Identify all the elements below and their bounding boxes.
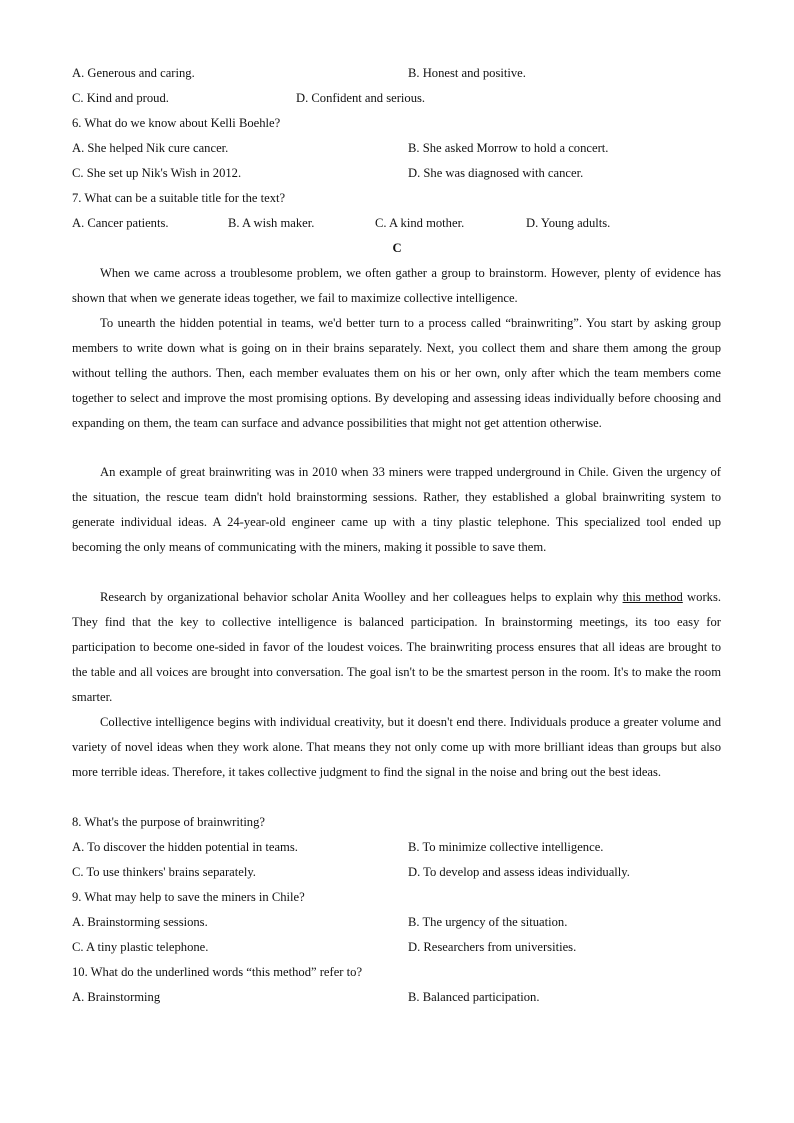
passage-paragraph-4-rest: works. They find that the key to collective intelligence is balanced participation. In brainstorming meetings, its too easy for participation to become one-sided in favor of the loudest voices. The brainwriting process ensures that all ideas are brought to the table and all voices are brought into conversation. The goal isn't to be the smartest person in the room. It's to make the room smarter. <box>72 590 721 704</box>
q9-option-d: D. Researchers from universities. <box>408 940 577 954</box>
q9-option-b: B. The urgency of the situation. <box>408 915 568 929</box>
q7-option-d: D. Young adults. <box>526 216 611 230</box>
q6-stem: 6. What do we know about Kelli Boehle? <box>72 116 281 130</box>
q6-option-d: D. She was diagnosed with cancer. <box>408 166 584 180</box>
q5-option-c: C. Kind and proud. <box>72 91 169 105</box>
underlined-this-method: this method <box>622 590 683 604</box>
q6-option-b: B. She asked Morrow to hold a concert. <box>408 141 609 155</box>
q6-option-c: C. She set up Nik's Wish in 2012. <box>72 166 242 180</box>
section-heading-c: C <box>392 241 402 255</box>
passage-paragraph-5: Collective intelligence begins with individual creativity, but it doesn't end there. Individuals produce a greater volume and variety of novel ideas when they work alone. That means they not only come up with more brilliant ideas than groups but also more terrible ideas. Therefore, it takes collective judgment to find the signal in the noise and bring out the best ideas. <box>72 715 721 779</box>
q9-stem: 9. What may help to save the miners in Chile? <box>72 890 305 904</box>
q7-option-a: A. Cancer patients. <box>72 216 169 230</box>
passage-paragraph-4-start: Research by organizational behavior scholar Anita Woolley and her colleagues helps to explain why <box>100 590 623 604</box>
passage-paragraph-3: An example of great brainwriting was in 2010 when 33 miners were trapped underground in Chile. Given the urgency of the situation, the rescue team didn't hold brainstorming sessions. Rather, they established a global brainwriting system to generate individual ideas. A 24-year-old engineer came up with a tiny plastic telephone. This specialized tool ended up becoming the only means of communicating with the miners, making it possible to save them. <box>72 465 721 554</box>
q7-option-c: C. A kind mother. <box>375 216 465 230</box>
q10-option-b: B. Balanced participation. <box>408 990 540 1004</box>
q8-option-b: B. To minimize collective intelligence. <box>408 840 604 854</box>
q8-option-a: A. To discover the hidden potential in teams. <box>72 840 298 854</box>
q8-stem: 8. What's the purpose of brainwriting? <box>72 815 265 829</box>
q5-option-d: D. Confident and serious. <box>296 91 426 105</box>
passage-paragraph-1: When we came across a troublesome problem, we often gather a group to brainstorm. However, plenty of evidence has shown that when we generate ideas together, we fail to maximize collective intelligence. <box>72 266 721 305</box>
q7-option-b: B. A wish maker. <box>228 216 315 230</box>
passage-paragraph-4 <box>72 585 721 710</box>
q10-stem: 10. What do the underlined words “this method” refer to? <box>72 965 363 979</box>
q5-option-b: B. Honest and positive. <box>408 66 526 80</box>
passage-paragraph-2: To unearth the hidden potential in teams, we'd better turn to a process called “brainwriting”. You start by asking group members to write down what is going on in their brains separately. Next, you collect them and share them among the group without telling the authors. Then, each member evaluates them on his or her own, only after which the team members come together to select and improve the most promising options. By developing and assessing ideas individually before choosing and expanding on them, the team can surface and advance possibilities that might not get attention otherwise. <box>72 316 721 430</box>
q9-option-a: A. Brainstorming sessions. <box>72 915 208 929</box>
q8-option-c: C. To use thinkers' brains separately. <box>72 865 256 879</box>
q10-option-a: A. Brainstorming <box>72 990 161 1004</box>
q7-stem: 7. What can be a suitable title for the text? <box>72 191 286 205</box>
q5-option-a: A. Generous and caring. <box>72 66 195 80</box>
q8-option-d: D. To develop and assess ideas individually. <box>408 865 630 879</box>
q9-option-c: C. A tiny plastic telephone. <box>72 940 209 954</box>
q6-option-a: A. She helped Nik cure cancer. <box>72 141 229 155</box>
